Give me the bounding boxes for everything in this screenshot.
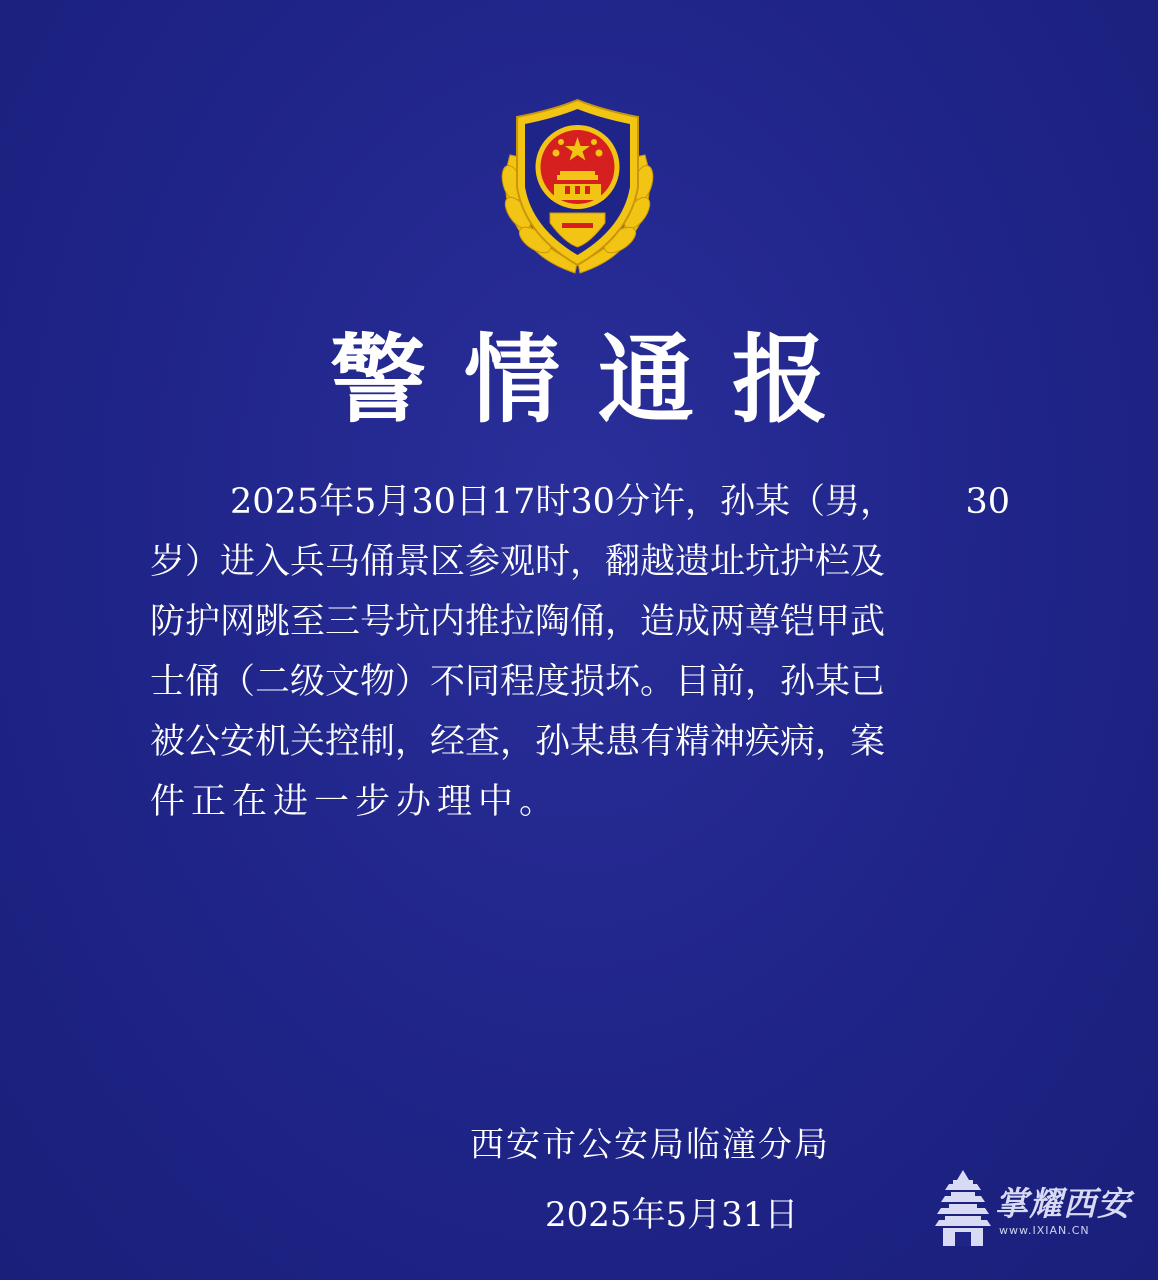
body-line — [150, 652, 1010, 712]
body-line — [150, 532, 1010, 592]
title-char: 通 — [598, 324, 694, 436]
watermark — [935, 1168, 1135, 1250]
police-emblem-icon — [490, 95, 665, 280]
issuer-name: 西安市公安局临潼分局 — [470, 1125, 830, 1165]
notice-title — [0, 320, 1158, 440]
body-line — [150, 712, 1010, 772]
title-char: 情 — [464, 324, 560, 436]
body-line-text: 2025年5月30日17时30分许，孙某（男， — [230, 482, 895, 522]
watermark-brand: 掌耀西安 — [995, 1184, 1131, 1223]
body-line-text: 被公安机关控制，经查，孙某患有精神疾病，案 — [150, 722, 886, 762]
title-char: 警 — [330, 324, 426, 436]
body-line-text: 件正在进一步办理中。 — [150, 782, 561, 822]
tower-logo-icon — [935, 1168, 991, 1248]
issue-date: 2025年5月31日 — [545, 1195, 799, 1235]
watermark-url: www.IXIAN.CN — [999, 1224, 1090, 1237]
body-line — [150, 472, 1010, 532]
notice-body — [150, 472, 1010, 832]
body-line-text: 士俑（二级文物）不同程度损坏。目前，孙某已 — [150, 662, 886, 702]
body-line — [150, 772, 1010, 832]
body-line-text: 防护网跳至三号坑内推拉陶俑，造成两尊铠甲武 — [150, 602, 886, 642]
title-char: 报 — [732, 324, 828, 436]
body-line — [150, 592, 1010, 652]
body-line-text: 岁）进入兵马俑景区参观时，翻越遗址坑护栏及 — [150, 542, 886, 582]
body-line-text: 30 — [965, 482, 1010, 522]
